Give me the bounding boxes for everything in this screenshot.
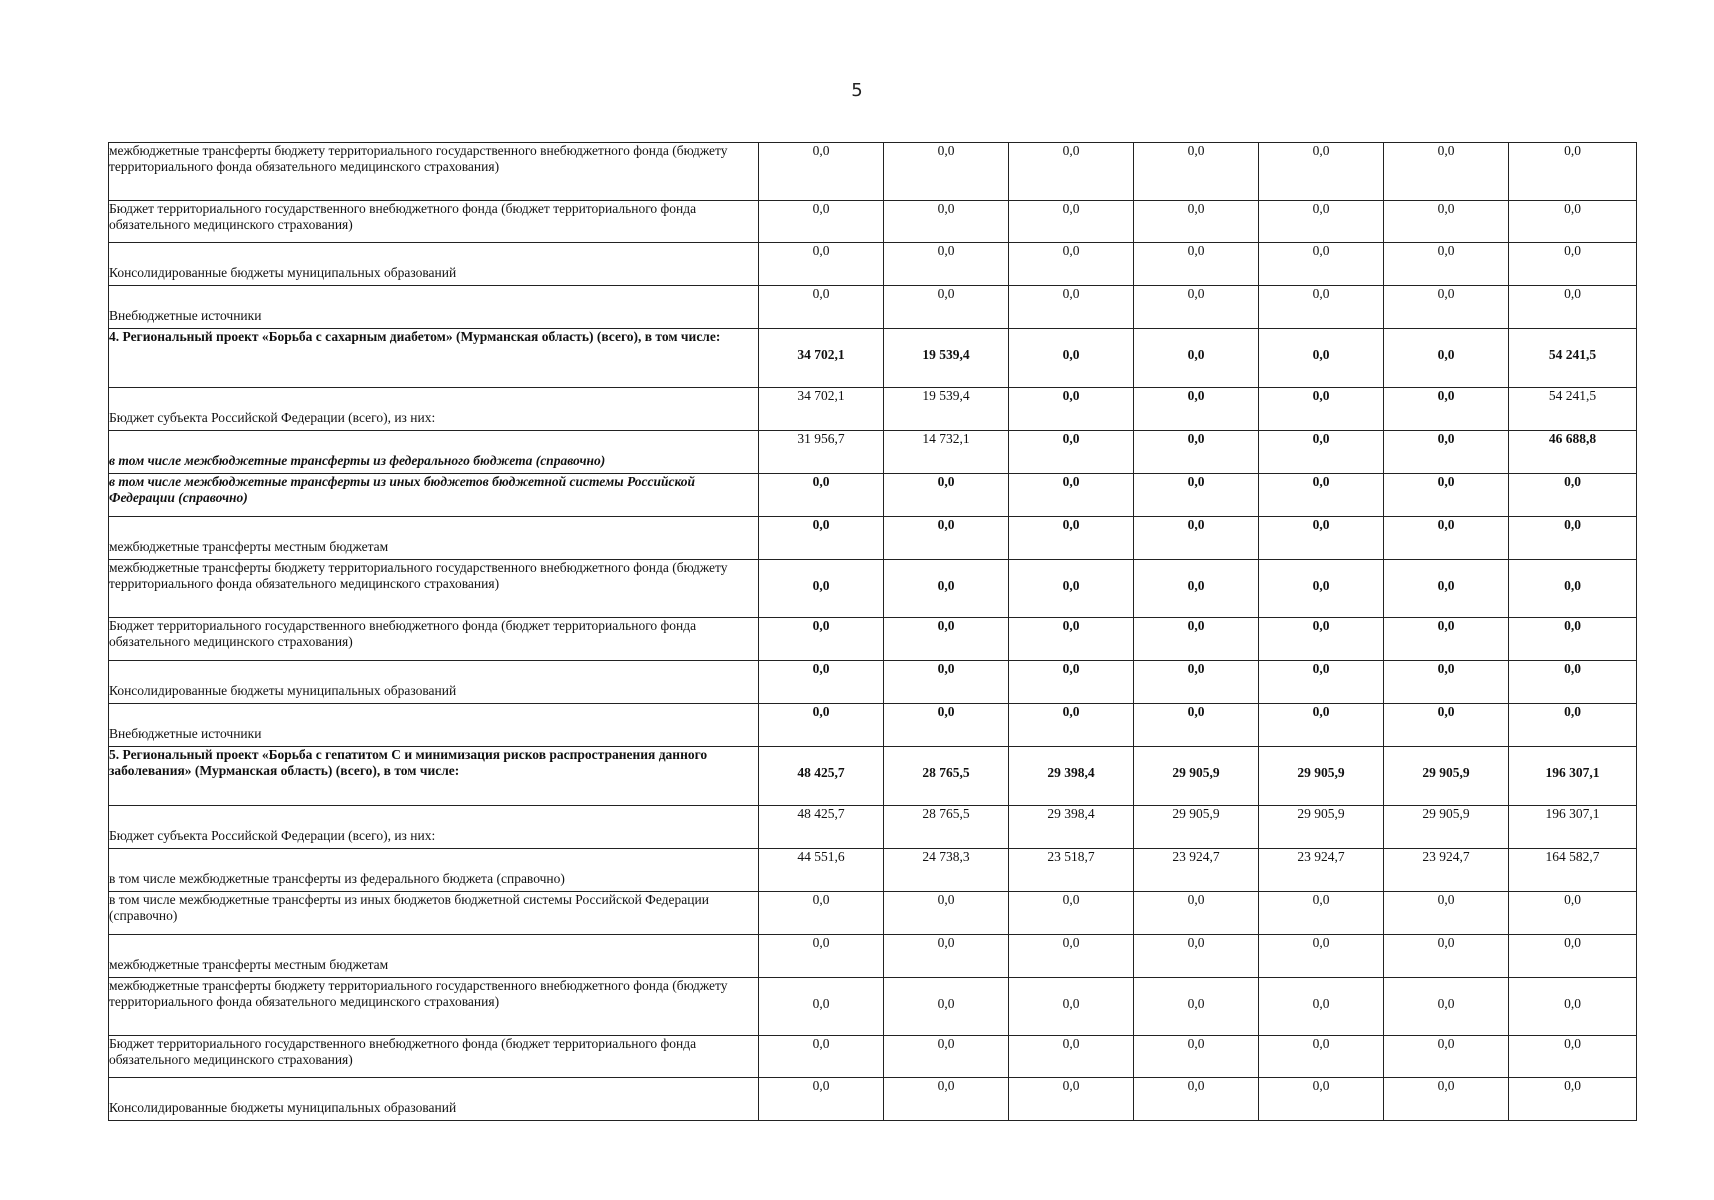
table-row	[109, 388, 1637, 431]
value-cell: 0,0	[1384, 388, 1509, 431]
value-cell: 0,0	[1509, 201, 1637, 243]
value-cell: 0,0	[1384, 431, 1509, 474]
row-label: Бюджет территориального государственного внебюджетного фонда (бюджет территориального фонда обязательного медицинского страхования)	[109, 618, 697, 649]
value-cell: 0,0	[1384, 892, 1509, 935]
table-row	[109, 704, 1637, 747]
value-cell: 0,0	[1134, 143, 1259, 201]
row-label: Бюджет субъекта Российской Федерации (всего), из них:	[109, 410, 436, 425]
row-label-cell	[109, 892, 759, 935]
value-cell: 0,0	[1384, 1036, 1509, 1078]
value-cell: 0,0	[884, 704, 1009, 747]
value-cell: 0,0	[1009, 243, 1134, 286]
value-cell: 0,0	[884, 243, 1009, 286]
table-row	[109, 747, 1637, 806]
table-row	[109, 935, 1637, 978]
value-cell: 14 732,1	[884, 431, 1009, 474]
value-cell: 196 307,1	[1509, 806, 1637, 849]
value-cell: 0,0	[884, 1036, 1009, 1078]
value-cell: 0,0	[1259, 1036, 1384, 1078]
value-cell: 19 539,4	[884, 329, 1009, 388]
value-cell: 0,0	[1134, 978, 1259, 1036]
value-cell: 0,0	[1134, 618, 1259, 661]
value-cell: 28 765,5	[884, 747, 1009, 806]
value-cell: 0,0	[1384, 517, 1509, 560]
value-cell: 0,0	[1384, 935, 1509, 978]
value-cell: 29 905,9	[1134, 747, 1259, 806]
value-cell: 29 398,4	[1009, 806, 1134, 849]
row-label: межбюджетные трансферты бюджету территориального государственного внебюджетного фонда (бюджету территориального фонда обязательного медицинского страхования)	[109, 560, 728, 591]
row-label: Внебюджетные источники	[109, 308, 262, 323]
value-cell: 0,0	[1509, 1078, 1637, 1121]
row-label-cell	[109, 806, 759, 849]
value-cell: 46 688,8	[1509, 431, 1637, 474]
value-cell: 0,0	[1384, 560, 1509, 618]
value-cell: 0,0	[1009, 892, 1134, 935]
value-cell: 0,0	[1259, 329, 1384, 388]
row-label-cell	[109, 201, 759, 243]
value-cell: 0,0	[1134, 201, 1259, 243]
row-label: Консолидированные бюджеты муниципальных образований	[109, 1100, 457, 1115]
row-label-cell	[109, 286, 759, 329]
value-cell: 0,0	[1384, 704, 1509, 747]
value-cell: 0,0	[1509, 286, 1637, 329]
table-row	[109, 560, 1637, 618]
row-label-cell	[109, 143, 759, 201]
value-cell: 54 241,5	[1509, 329, 1637, 388]
value-cell: 29 905,9	[1259, 806, 1384, 849]
value-cell: 0,0	[1259, 143, 1384, 201]
row-label-cell	[109, 560, 759, 618]
row-label: Консолидированные бюджеты муниципальных образований	[109, 683, 457, 698]
value-cell: 0,0	[1259, 517, 1384, 560]
table-row	[109, 1036, 1637, 1078]
value-cell: 0,0	[1009, 201, 1134, 243]
value-cell: 0,0	[1009, 978, 1134, 1036]
value-cell: 0,0	[1009, 388, 1134, 431]
row-label: в том числе межбюджетные трансферты из федерального бюджета (справочно)	[109, 453, 606, 468]
value-cell: 196 307,1	[1509, 747, 1637, 806]
row-label-cell	[109, 1078, 759, 1121]
value-cell: 0,0	[1259, 978, 1384, 1036]
value-cell: 0,0	[1009, 286, 1134, 329]
table-row	[109, 243, 1637, 286]
value-cell: 0,0	[1259, 474, 1384, 517]
table-row	[109, 329, 1637, 388]
value-cell: 0,0	[759, 474, 884, 517]
value-cell: 0,0	[1009, 560, 1134, 618]
row-label: в том числе межбюджетные трансферты из федерального бюджета (справочно)	[109, 871, 565, 886]
row-label-cell	[109, 618, 759, 661]
value-cell: 0,0	[1259, 892, 1384, 935]
value-cell: 0,0	[1134, 661, 1259, 704]
value-cell: 0,0	[1134, 517, 1259, 560]
value-cell: 0,0	[884, 661, 1009, 704]
row-label: межбюджетные трансферты бюджету территориального государственного внебюджетного фонда (бюджету территориального фонда обязательного медицинского страхования)	[109, 143, 728, 174]
row-label-cell	[109, 661, 759, 704]
value-cell: 0,0	[1259, 661, 1384, 704]
budget-table	[108, 142, 1637, 1121]
value-cell: 23 518,7	[1009, 849, 1134, 892]
value-cell: 0,0	[884, 474, 1009, 517]
value-cell: 24 738,3	[884, 849, 1009, 892]
row-label-cell	[109, 704, 759, 747]
row-label: 4. Региональный проект «Борьба с сахарным диабетом» (Мурманская область) (всего), в том числе:	[109, 329, 721, 344]
value-cell: 29 398,4	[1009, 747, 1134, 806]
value-cell: 48 425,7	[759, 747, 884, 806]
value-cell: 0,0	[1009, 431, 1134, 474]
value-cell: 0,0	[1259, 431, 1384, 474]
value-cell: 29 905,9	[1134, 806, 1259, 849]
value-cell: 0,0	[759, 286, 884, 329]
row-label: Бюджет субъекта Российской Федерации (всего), из них:	[109, 828, 436, 843]
page-number: 5	[851, 80, 863, 101]
value-cell: 29 905,9	[1384, 806, 1509, 849]
value-cell: 0,0	[884, 143, 1009, 201]
value-cell: 0,0	[1009, 704, 1134, 747]
value-cell: 0,0	[1009, 1078, 1134, 1121]
row-label-cell	[109, 849, 759, 892]
value-cell: 0,0	[759, 618, 884, 661]
value-cell: 28 765,5	[884, 806, 1009, 849]
row-label: межбюджетные трансферты бюджету территориального государственного внебюджетного фонда (бюджету территориального фонда обязательного медицинского страхования)	[109, 978, 728, 1009]
value-cell: 0,0	[884, 560, 1009, 618]
value-cell: 0,0	[1384, 201, 1509, 243]
value-cell: 0,0	[1009, 143, 1134, 201]
row-label-cell	[109, 388, 759, 431]
row-label: 5. Региональный проект «Борьба с гепатитом С и минимизация рисков распространения данного заболевания» (Мурманская область) (всего), в том числе:	[109, 747, 708, 778]
row-label: Бюджет территориального государственного внебюджетного фонда (бюджет территориального фонда обязательного медицинского страхования)	[109, 1036, 697, 1067]
value-cell: 0,0	[884, 935, 1009, 978]
value-cell: 0,0	[884, 892, 1009, 935]
value-cell: 0,0	[759, 1078, 884, 1121]
value-cell: 0,0	[759, 978, 884, 1036]
value-cell: 0,0	[1259, 243, 1384, 286]
value-cell: 0,0	[1134, 704, 1259, 747]
value-cell: 0,0	[1134, 286, 1259, 329]
value-cell: 31 956,7	[759, 431, 884, 474]
value-cell: 0,0	[1134, 1036, 1259, 1078]
table-row	[109, 201, 1637, 243]
value-cell: 0,0	[1509, 143, 1637, 201]
value-cell: 0,0	[759, 661, 884, 704]
value-cell: 23 924,7	[1134, 849, 1259, 892]
value-cell: 19 539,4	[884, 388, 1009, 431]
table-row	[109, 1078, 1637, 1121]
value-cell: 29 905,9	[1259, 747, 1384, 806]
value-cell: 0,0	[1009, 618, 1134, 661]
value-cell: 0,0	[1134, 560, 1259, 618]
value-cell: 0,0	[1259, 1078, 1384, 1121]
table-row	[109, 849, 1637, 892]
value-cell: 0,0	[1384, 286, 1509, 329]
value-cell: 0,0	[1509, 661, 1637, 704]
row-label-cell	[109, 329, 759, 388]
value-cell: 0,0	[1009, 329, 1134, 388]
table-row	[109, 286, 1637, 329]
value-cell: 0,0	[1259, 388, 1384, 431]
row-label-cell	[109, 474, 759, 517]
table-row	[109, 806, 1637, 849]
value-cell: 0,0	[759, 704, 884, 747]
value-cell: 0,0	[1509, 1036, 1637, 1078]
value-cell: 0,0	[1134, 474, 1259, 517]
value-cell: 48 425,7	[759, 806, 884, 849]
value-cell: 0,0	[759, 560, 884, 618]
value-cell: 0,0	[1259, 201, 1384, 243]
value-cell: 0,0	[1134, 388, 1259, 431]
value-cell: 0,0	[1509, 243, 1637, 286]
value-cell: 0,0	[1384, 143, 1509, 201]
value-cell: 0,0	[1134, 329, 1259, 388]
value-cell: 34 702,1	[759, 388, 884, 431]
row-label-cell	[109, 517, 759, 560]
table-row	[109, 661, 1637, 704]
value-cell: 54 241,5	[1509, 388, 1637, 431]
value-cell: 0,0	[759, 143, 884, 201]
value-cell: 0,0	[1509, 892, 1637, 935]
value-cell: 0,0	[884, 978, 1009, 1036]
table-row	[109, 618, 1637, 661]
value-cell: 0,0	[1009, 1036, 1134, 1078]
row-label: в том числе межбюджетные трансферты из иных бюджетов бюджетной системы Российской Федерации (справочно)	[109, 892, 709, 923]
row-label: в том числе межбюджетные трансферты из иных бюджетов бюджетной системы Российской Федерации (справочно)	[109, 474, 696, 505]
value-cell: 29 905,9	[1384, 747, 1509, 806]
table-row	[109, 892, 1637, 935]
value-cell: 0,0	[1509, 517, 1637, 560]
value-cell: 0,0	[884, 618, 1009, 661]
value-cell: 0,0	[1009, 517, 1134, 560]
value-cell: 0,0	[1259, 618, 1384, 661]
value-cell: 0,0	[1134, 1078, 1259, 1121]
value-cell: 23 924,7	[1384, 849, 1509, 892]
row-label: Консолидированные бюджеты муниципальных образований	[109, 265, 457, 280]
value-cell: 0,0	[759, 1036, 884, 1078]
row-label-cell	[109, 935, 759, 978]
value-cell: 0,0	[1009, 661, 1134, 704]
value-cell: 0,0	[759, 892, 884, 935]
value-cell: 0,0	[1134, 431, 1259, 474]
table-row	[109, 517, 1637, 560]
value-cell: 0,0	[1009, 474, 1134, 517]
value-cell: 0,0	[884, 1078, 1009, 1121]
table-row	[109, 431, 1637, 474]
value-cell: 0,0	[1134, 935, 1259, 978]
value-cell: 0,0	[884, 286, 1009, 329]
row-label-cell	[109, 431, 759, 474]
value-cell: 0,0	[1259, 704, 1384, 747]
value-cell: 0,0	[884, 201, 1009, 243]
value-cell: 0,0	[1384, 329, 1509, 388]
value-cell: 0,0	[1134, 892, 1259, 935]
value-cell: 0,0	[1509, 474, 1637, 517]
value-cell: 0,0	[759, 935, 884, 978]
value-cell: 0,0	[1509, 978, 1637, 1036]
row-label-cell	[109, 978, 759, 1036]
value-cell: 164 582,7	[1509, 849, 1637, 892]
value-cell: 0,0	[759, 243, 884, 286]
value-cell: 34 702,1	[759, 329, 884, 388]
value-cell: 0,0	[1384, 1078, 1509, 1121]
value-cell: 0,0	[1384, 618, 1509, 661]
value-cell: 0,0	[1134, 243, 1259, 286]
value-cell: 0,0	[1259, 560, 1384, 618]
value-cell: 0,0	[1509, 704, 1637, 747]
value-cell: 0,0	[1384, 243, 1509, 286]
row-label-cell	[109, 243, 759, 286]
value-cell: 44 551,6	[759, 849, 884, 892]
value-cell: 0,0	[1259, 286, 1384, 329]
row-label: Бюджет территориального государственного внебюджетного фонда (бюджет территориального фонда обязательного медицинского страхования)	[109, 201, 697, 232]
row-label: межбюджетные трансферты местным бюджетам	[109, 957, 389, 972]
value-cell: 0,0	[1509, 618, 1637, 661]
row-label-cell	[109, 747, 759, 806]
value-cell: 0,0	[1259, 935, 1384, 978]
row-label: межбюджетные трансферты местным бюджетам	[109, 539, 389, 554]
value-cell: 0,0	[759, 517, 884, 560]
value-cell: 0,0	[1509, 935, 1637, 978]
value-cell: 0,0	[884, 517, 1009, 560]
table-row	[109, 143, 1637, 201]
row-label: Внебюджетные источники	[109, 726, 262, 741]
value-cell: 0,0	[1384, 978, 1509, 1036]
value-cell: 0,0	[1509, 560, 1637, 618]
table-row	[109, 978, 1637, 1036]
row-label-cell	[109, 1036, 759, 1078]
value-cell: 23 924,7	[1259, 849, 1384, 892]
value-cell: 0,0	[759, 201, 884, 243]
value-cell: 0,0	[1009, 935, 1134, 978]
table-row	[109, 474, 1637, 517]
value-cell: 0,0	[1384, 474, 1509, 517]
value-cell: 0,0	[1384, 661, 1509, 704]
